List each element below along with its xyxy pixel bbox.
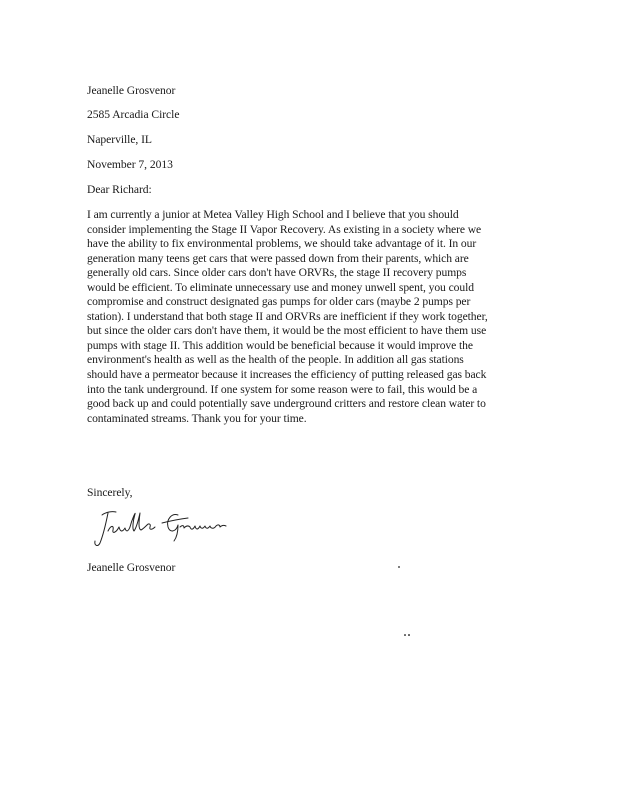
handwritten-signature: [92, 505, 242, 549]
body-line: consider implementing the Stage II Vapor Recovery. As existing in a society where we: [87, 222, 482, 236]
body-line: contaminated streams. Thank you for your time.: [87, 411, 307, 425]
sender-street-address: 2585 Arcadia Circle: [87, 108, 180, 121]
body-line: into the tank underground. If one system for some reason were to fail, this would be a: [87, 382, 478, 396]
body-line: generation many teens get cars that were passed down from their parents, which are: [87, 251, 469, 265]
letter-body: [87, 208, 517, 426]
body-line: would be efficient. To eliminate unnecessary use and money unwell spent, you could: [87, 280, 474, 294]
sender-city-state: Naperville, IL: [87, 133, 152, 146]
letter-date: November 7, 2013: [87, 158, 173, 171]
body-line: compromise and construct designated gas pumps for older cars (maybe 2 pumps per: [87, 295, 471, 309]
body-line: pumps with stage II. This addition would be beneficial because it would improve the: [87, 338, 473, 352]
body-line: but since the older cars don't have them, it would be the most efficient to have them use: [87, 324, 487, 338]
body-line: environment's health as well as the health of the people. In addition all gas stations: [87, 353, 464, 367]
scan-speck: [408, 634, 410, 636]
scan-speck: [404, 634, 406, 636]
body-line: good back up and could potentially save underground critters and restore clean water to: [87, 397, 486, 411]
body-line: should have a permeator because it increases the efficiency of putting released gas back: [87, 368, 487, 382]
body-line: have the ability to fix environmental problems, we should take advantage of it. In our: [87, 237, 477, 251]
closing: Sincerely,: [87, 486, 133, 499]
body-line: generally old cars. Since older cars don't have ORVRs, the stage II recovery pumps: [87, 266, 467, 280]
salutation: Dear Richard:: [87, 183, 152, 196]
body-line: station). I understand that both stage II and ORVRs are inefficient if they work together,: [87, 309, 488, 323]
printed-name: Jeanelle Grosvenor: [87, 561, 176, 574]
sender-name: Jeanelle Grosvenor: [87, 84, 176, 97]
body-line: I am currently a junior at Metea Valley High School and I believe that you should: [87, 208, 459, 221]
scan-speck: [398, 566, 400, 568]
